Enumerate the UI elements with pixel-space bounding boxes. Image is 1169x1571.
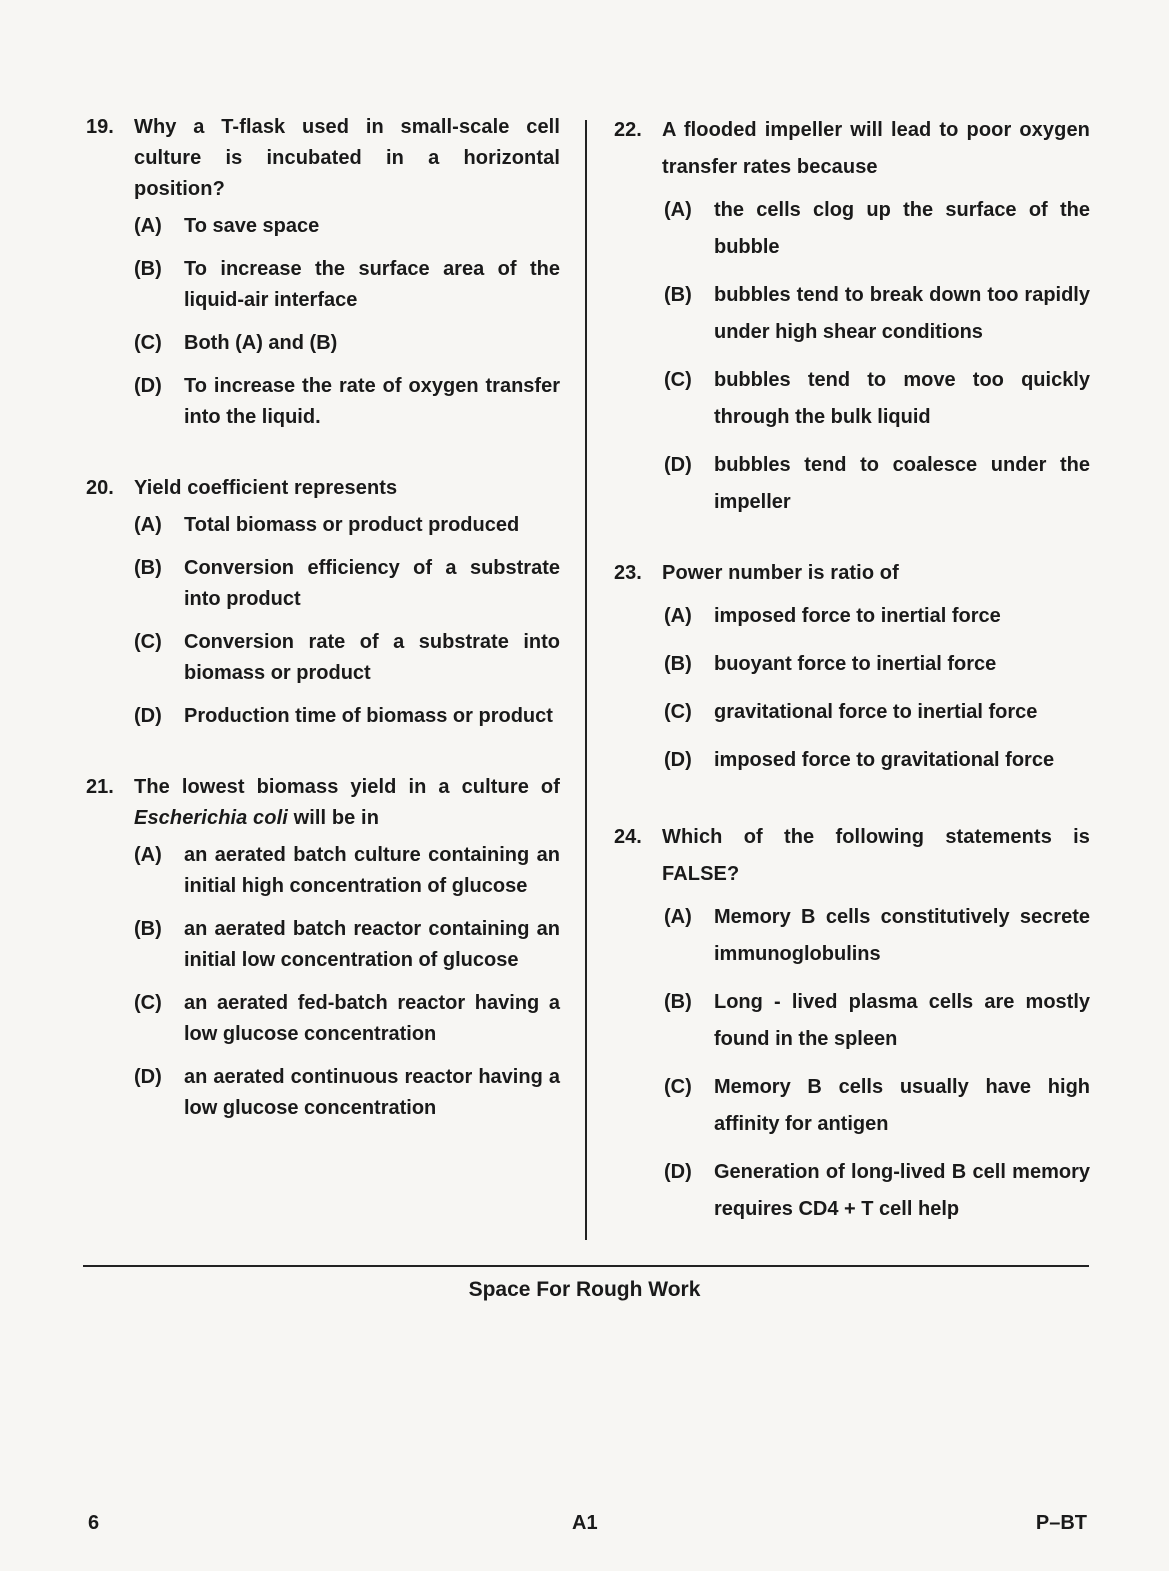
option — [134, 510, 560, 541]
option-label: (A) — [664, 605, 692, 627]
right-column — [614, 112, 1090, 1254]
option-text: Both (A) and (B) — [184, 332, 338, 354]
question-text: A flooded impeller will lead to poor oxygen transfer rates because — [662, 119, 1090, 178]
option-text: Memory B cells usually have high affinity for antigen — [714, 1076, 1090, 1135]
question-24 — [614, 819, 1090, 1228]
question-number: 20. — [86, 477, 114, 499]
option-text: bubbles tend to break down too rapidly under high shear conditions — [714, 284, 1090, 343]
option-label: (C) — [664, 701, 692, 723]
option-label: (B) — [664, 653, 692, 675]
question-19 — [86, 112, 560, 433]
page-number: 6 — [88, 1512, 100, 1534]
option-text: an aerated batch reactor containing an initial low concentration of glucose — [184, 918, 560, 971]
option-text: gravitational force to inertial force — [714, 701, 1038, 723]
option-label: (C) — [134, 992, 162, 1014]
question-text: Why a T-flask used in small-scale cell culture is incubated in a horizontal position? — [134, 116, 560, 200]
option-label: (B) — [134, 258, 162, 280]
option-text: To save space — [184, 215, 320, 237]
option-text: Production time of biomass or product — [184, 705, 553, 727]
option-label: (D) — [134, 375, 162, 397]
paper-series: P–BT — [1035, 1512, 1087, 1534]
option-text: an aerated continuous reactor having a low glucose concentration — [184, 1066, 560, 1119]
option-label: (A) — [664, 906, 692, 928]
species-name: Escherichia coli — [134, 807, 288, 829]
option-text: Long - lived plasma cells are mostly found in the spleen — [714, 991, 1090, 1050]
option — [134, 254, 560, 316]
question-23 — [614, 555, 1090, 779]
option-label: (D) — [664, 454, 692, 476]
option-label: (C) — [134, 332, 162, 354]
question-text: Power number is ratio of — [662, 562, 899, 584]
option — [664, 277, 1090, 351]
option-label: (A) — [134, 844, 162, 866]
option-text: an aerated batch culture containing an initial high concentration of glucose — [184, 844, 560, 897]
option-text: Generation of long-lived B cell memory requires CD4 + T cell help — [714, 1161, 1090, 1220]
option — [134, 1062, 560, 1124]
option — [664, 984, 1090, 1058]
option-label: (C) — [664, 1076, 692, 1098]
option-label: (D) — [134, 1066, 162, 1088]
question-number: 23. — [614, 562, 642, 584]
question-number: 21. — [86, 776, 114, 798]
option-label: (A) — [134, 215, 162, 237]
option-label: (B) — [664, 284, 692, 306]
option-text: bubbles tend to move too quickly through the bulk liquid — [714, 369, 1090, 428]
booklet-code: A1 — [572, 1512, 598, 1534]
option-label: (B) — [134, 918, 162, 940]
question-text: Which of the following statements is FALSE? — [662, 826, 1090, 885]
option-label: (B) — [134, 557, 162, 579]
option — [134, 211, 560, 242]
option — [134, 701, 560, 732]
option — [134, 371, 560, 433]
option-text: imposed force to gravitational force — [714, 749, 1055, 771]
option-label: (D) — [664, 749, 692, 771]
option — [664, 447, 1090, 521]
option — [134, 914, 560, 976]
question-21 — [86, 772, 560, 1124]
option-label: (C) — [664, 369, 692, 391]
question-20 — [86, 473, 560, 732]
question-text: The lowest biomass yield in a culture of Escherichia coli will be in — [134, 776, 560, 829]
option-label: (D) — [664, 1161, 692, 1183]
option — [664, 646, 1090, 683]
option-text: an aerated fed-batch reactor having a low glucose concentration — [184, 992, 560, 1045]
option — [664, 1069, 1090, 1143]
option-label: (D) — [134, 705, 162, 727]
option-text: the cells clog up the surface of the bubble — [714, 199, 1090, 258]
option-text: buoyant force to inertial force — [714, 653, 997, 675]
column-divider — [585, 120, 587, 1240]
option — [134, 328, 560, 359]
option — [664, 1154, 1090, 1228]
option — [664, 742, 1090, 779]
option — [664, 362, 1090, 436]
option — [134, 840, 560, 902]
question-22 — [614, 112, 1090, 521]
horizontal-rule — [83, 1265, 1089, 1267]
option — [134, 553, 560, 615]
option-label: (A) — [664, 199, 692, 221]
option-text: Conversion efficiency of a substrate into product — [184, 557, 560, 610]
option-text: bubbles tend to coalesce under the impeller — [714, 454, 1090, 513]
option-text: Conversion rate of a substrate into biomass or product — [184, 631, 560, 684]
option-text: imposed force to inertial force — [714, 605, 1001, 627]
question-text: Yield coefficient represents — [134, 477, 398, 499]
option-text: To increase the surface area of the liquid-air interface — [184, 258, 560, 311]
option — [664, 598, 1090, 635]
rough-work-heading: Space For Rough Work — [468, 1278, 701, 1301]
option — [134, 627, 560, 689]
option-text: To increase the rate of oxygen transfer into the liquid. — [184, 375, 560, 428]
option — [664, 694, 1090, 731]
option-text: Total biomass or product produced — [184, 514, 520, 536]
option-label: (C) — [134, 631, 162, 653]
option — [664, 899, 1090, 973]
question-number: 22. — [614, 119, 642, 141]
left-column — [86, 112, 560, 1150]
question-number: 24. — [614, 826, 642, 848]
option-label: (B) — [664, 991, 692, 1013]
option-label: (A) — [134, 514, 162, 536]
option — [664, 192, 1090, 266]
option — [134, 988, 560, 1050]
option-text: Memory B cells constitutively secrete immunoglobulins — [714, 906, 1090, 965]
question-number: 19. — [86, 116, 114, 138]
